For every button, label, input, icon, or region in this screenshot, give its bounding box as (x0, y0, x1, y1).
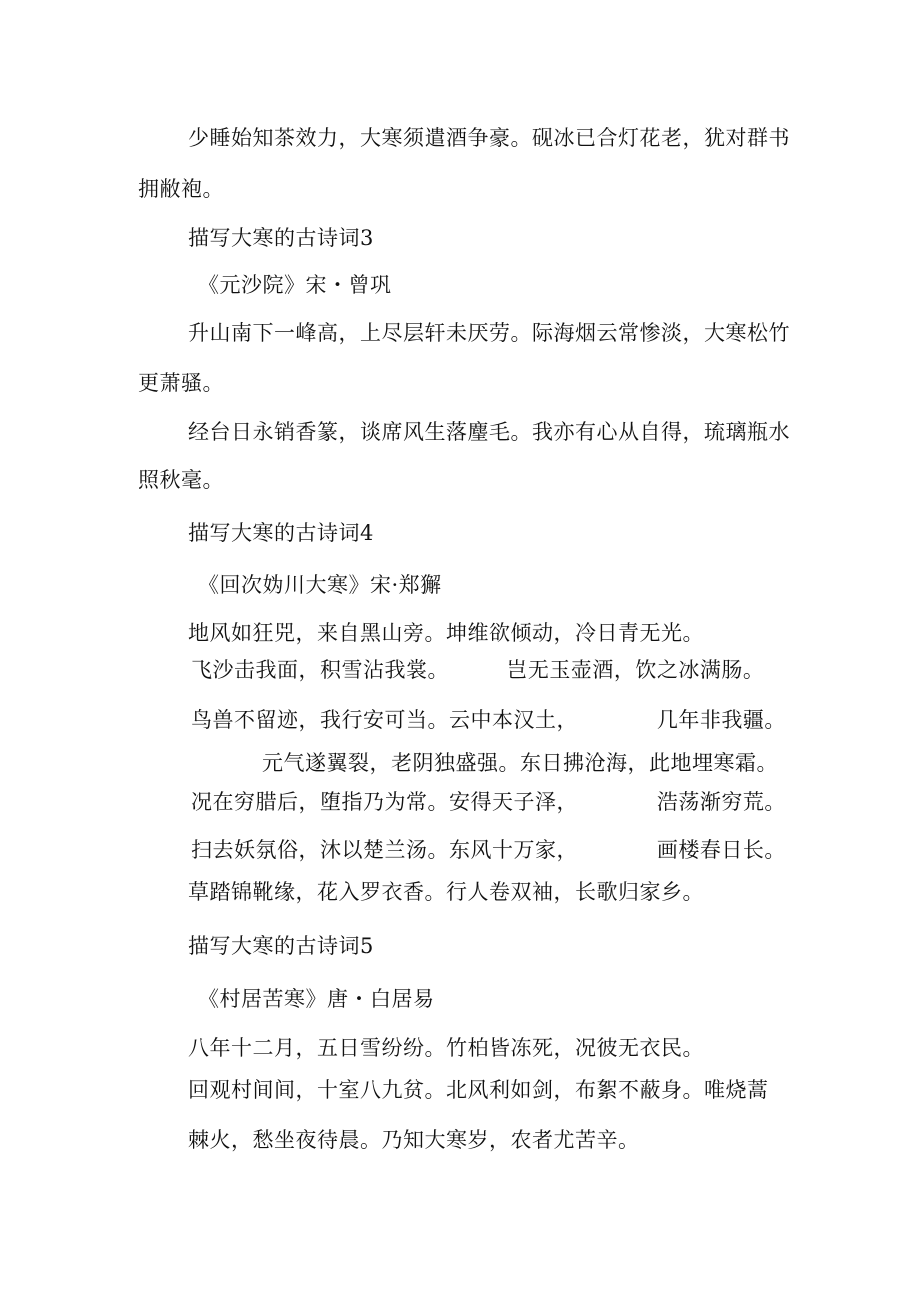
poem-line: 回观村间间，十室八九贫。北风利如剑，布絮不蔽身。唯烧蒿 (188, 1078, 769, 1102)
poem-line: 飞沙击我面，积雪沾我裳。 岂无玉壶酒，饮之冰满肠。 (191, 658, 765, 682)
poem-line: 棘火，愁坐夜待晨。乃知大寒岁，农者尤苦辛。 (188, 1128, 640, 1152)
poem-line: 鸟兽不留迹，我行安可当。云中本汉土， 几年非我疆。 (191, 708, 786, 732)
poem-line: 升山南下一峰高，上尽层轩未厌劳。际海烟云常惨淡，大寒松竹 (188, 321, 790, 345)
poem-line: 拥敝袍。 (138, 177, 224, 201)
poem-title-5: 《村居苦寒》唐・白居易 (198, 987, 435, 1011)
poem-title-3: 《元沙院》宋・曾巩 (198, 273, 392, 297)
poem-line: 照秋毫。 (138, 468, 224, 492)
poem-line: 况在穷腊后，堕指乃为常。安得天子泽， 浩荡渐穷荒。 (191, 790, 786, 814)
poem-line: 草踏锦靴缘，花入罗衣香。行人卷双袖，长歌归家乡。 (188, 880, 704, 904)
section-heading-5: 描写大寒的古诗词5 (188, 934, 374, 958)
poem-line: 元气遂翼裂，老阴独盛强。东日拂沧海，此地埋寒霜。 (262, 751, 778, 775)
poem-line: 扫去妖氛俗，沐以楚兰汤。东风十万家， 画楼春日长。 (191, 838, 786, 862)
poem-line: 经台日永销香篆，谈席风生落麈毛。我亦有心从自得，琉璃瓶水 (188, 420, 790, 444)
poem-line: 地风如狂兕，来自黑山旁。坤维欲倾动，冷日青无光。 (188, 621, 704, 645)
poem-title-4: 《回次妫川大寒》宋·郑獬 (198, 573, 442, 597)
section-heading-3: 描写大寒的古诗词3 (188, 226, 374, 250)
poem-line: 更萧骚。 (138, 371, 224, 395)
poem-line: 八年十二月，五日雪纷纷。竹柏皆冻死，况彼无衣民。 (188, 1036, 704, 1060)
poem-line: 少睡始知茶效力，大寒须遣酒争豪。砚冰已合灯花老，犹对群书 (188, 126, 790, 150)
section-heading-4: 描写大寒的古诗词4 (188, 521, 374, 545)
